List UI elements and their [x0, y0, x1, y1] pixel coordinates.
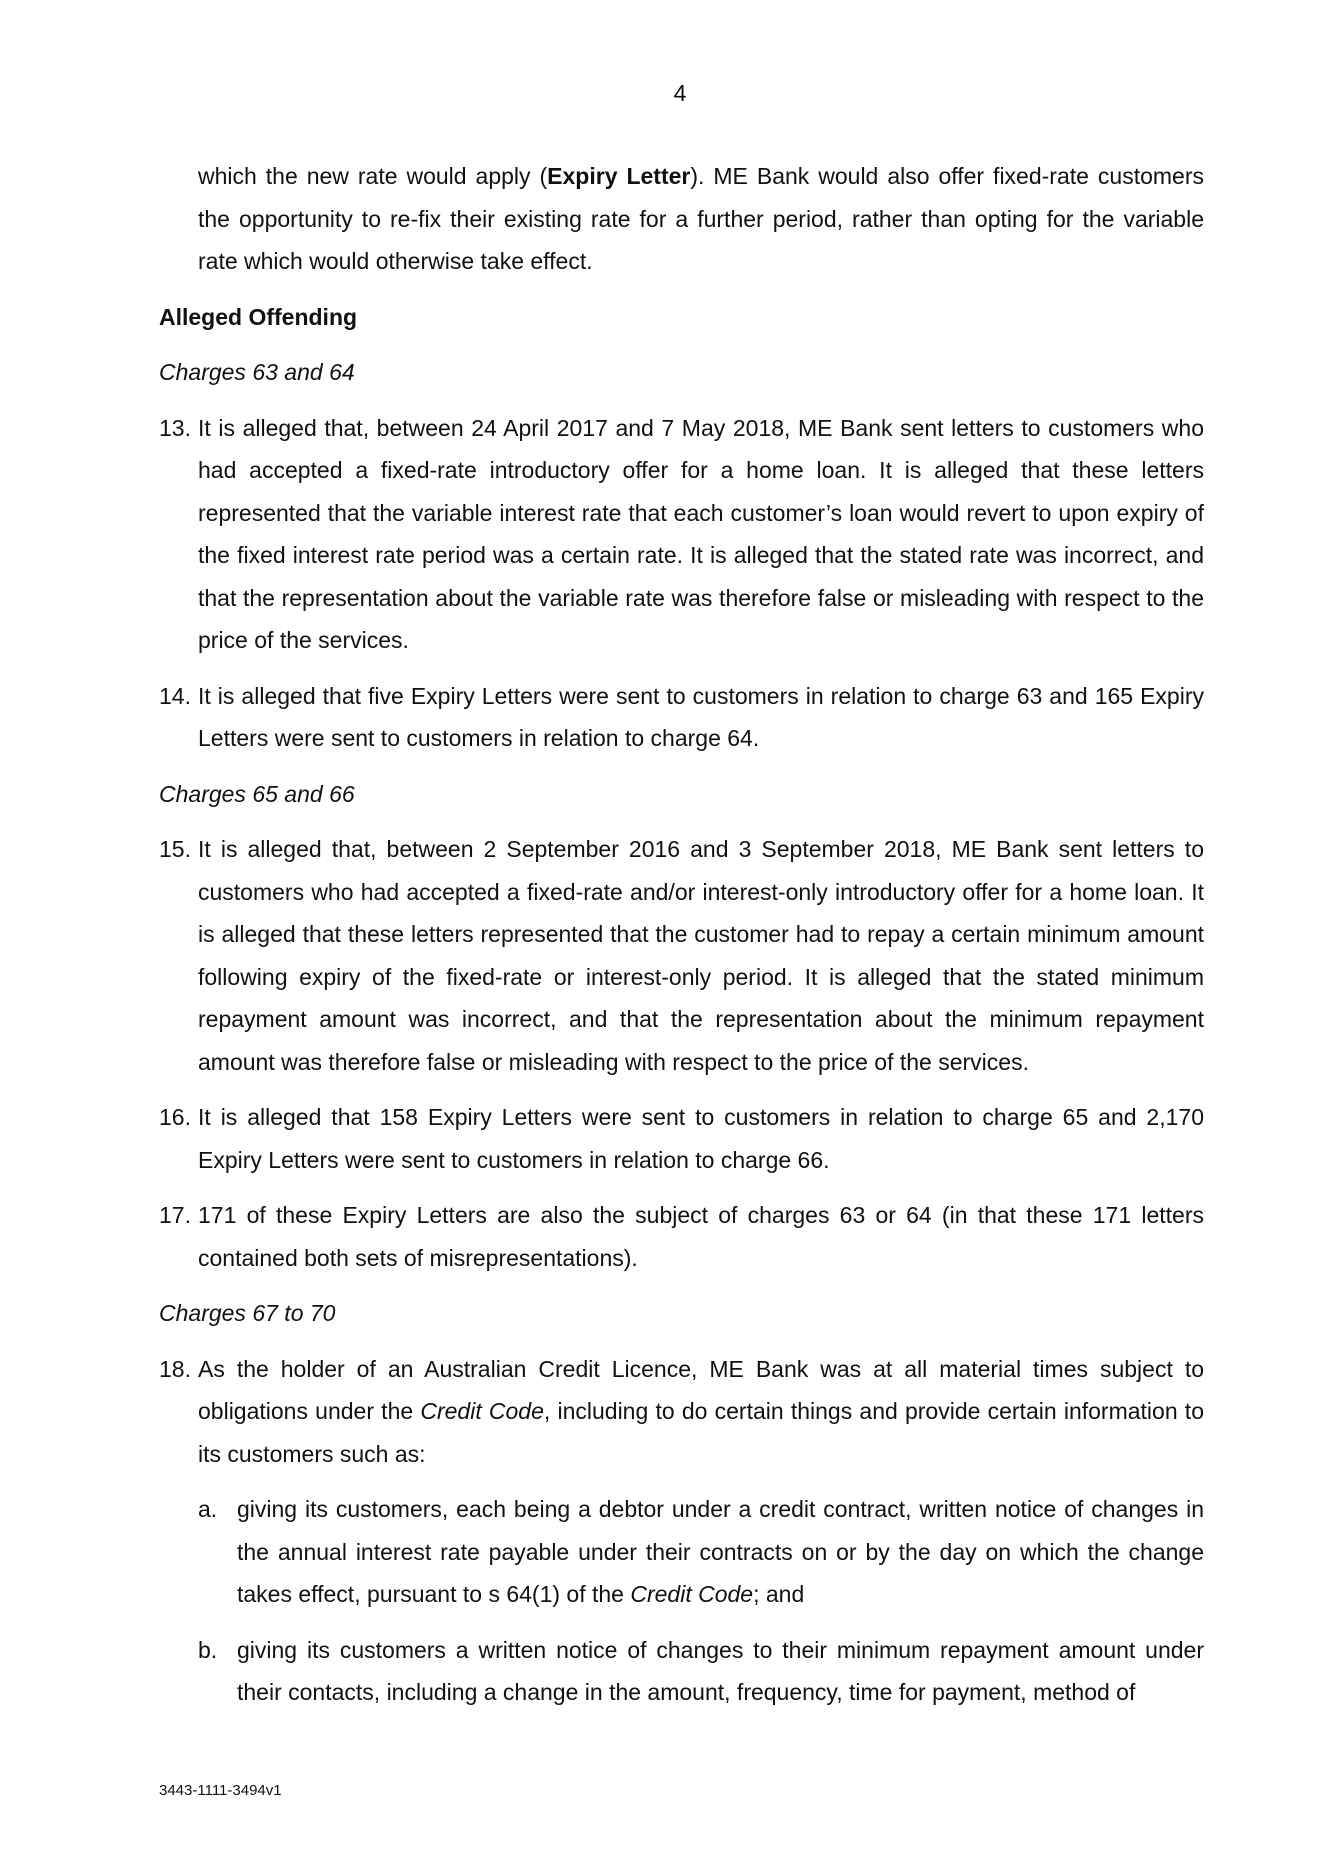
- paragraph-18: [159, 1348, 1204, 1476]
- paragraph-number: 13.: [159, 414, 191, 441]
- paragraph-16: [159, 1096, 1204, 1181]
- paragraph-number: 15.: [159, 836, 191, 862]
- intro-paragraph: [198, 155, 1204, 283]
- paragraph-text: 171 of these Expiry Letters are also the subject of charges 63 or 64 (in that these 171 letters contained both sets of misrepresentations).: [198, 1202, 1204, 1271]
- paragraph-text: It is alleged that five Expiry Letters were sent to customers in relation to charge 63 and 165 Expiry Letters were sent to customers in relation to charge 64.: [198, 682, 1204, 751]
- paragraph-number: 18.: [159, 1355, 191, 1382]
- paragraph-17: [159, 1194, 1204, 1279]
- document-reference-code: 3443-1111-3494v1: [159, 1782, 282, 1799]
- paragraph-text-part1: As the holder of an Australian Credit Licence, ME Bank was at all material times subject to obligations under the: [198, 1355, 1204, 1424]
- paragraph-15: [159, 828, 1204, 1083]
- paragraph-number: 14.: [159, 682, 191, 709]
- credit-code-term: Credit Code: [420, 1398, 544, 1424]
- credit-code-term: Credit Code: [630, 1581, 754, 1607]
- document-body: [159, 155, 1204, 1727]
- paragraph-13: [159, 407, 1204, 662]
- sub-item-text-part1: giving its customers, each being a debtor under a credit contract, written notice of changes in the annual interest rate payable under their contracts on or by the day on which the change takes effect, pursuant to s 64(1) of the: [237, 1496, 1204, 1607]
- paragraph-text: It is alleged that, between 2 September 2016 and 3 September 2018, ME Bank sent letters to customers who had accepted a fixed-rate and/or interest-only introductory offer for a home loan. It is alleged that these letters represented that the customer had to repay a certain minimum amount following expiry of the fixed-rate or interest-only period. It is alleged that the stated minimum repayment amount was incorrect, and that the representation about the minimum repayment amount was therefore false or misleading with respect to the price of the services.: [198, 836, 1204, 1075]
- sub-item-b: [198, 1629, 1204, 1714]
- sub-item-text-part2: ; and: [753, 1581, 805, 1607]
- intro-text-part2: ). ME Bank would also offer fixed-rate customers the opportunity to re-fix their existing rate for a further period, rather than opting for the variable rate which would otherwise take effect.: [198, 163, 1204, 274]
- sub-item-text: giving its customers a written notice of changes to their minimum repayment amount under their contacts, including a change in the amount, frequency, time for payment, method of: [237, 1636, 1204, 1705]
- sub-item-letter: a.: [198, 1496, 218, 1522]
- paragraph-14: [159, 675, 1204, 760]
- paragraph-number: 16.: [159, 1104, 191, 1130]
- subheading-charges-67-70: Charges 67 to 70: [159, 1300, 336, 1326]
- subheading-charges-63-64: Charges 63 and 64: [159, 359, 355, 385]
- intro-text-part1: which the new rate would apply (: [198, 163, 548, 189]
- paragraph-text: It is alleged that, between 24 April 2017 and 7 May 2018, ME Bank sent letters to customers who had accepted a fixed-rate introductory offer for a home loan. It is alleged that these letters represented that the variable interest rate that each customer’s loan would revert to upon expiry of the fixed interest rate period was a certain rate. It is alleged that the stated rate was incorrect, and that the representation about the variable rate was therefore false or misleading with respect to the price of the services.: [198, 414, 1204, 653]
- sub-item-letter: b.: [198, 1636, 218, 1663]
- sub-item-a: [198, 1488, 1204, 1616]
- paragraph-text-part2: , including to do certain things and provide certain information to its customers such as:: [198, 1398, 1204, 1467]
- paragraph-text: It is alleged that 158 Expiry Letters were sent to customers in relation to charge 65 and 2,170 Expiry Letters were sent to customers in relation to charge 66.: [198, 1104, 1204, 1173]
- section-heading: Alleged Offending: [159, 303, 358, 330]
- paragraph-number: 17.: [159, 1202, 191, 1228]
- subheading-charges-65-66: Charges 65 and 66: [159, 780, 355, 807]
- expiry-letter-term: Expiry Letter: [547, 163, 691, 189]
- page-number: 4: [673, 80, 687, 106]
